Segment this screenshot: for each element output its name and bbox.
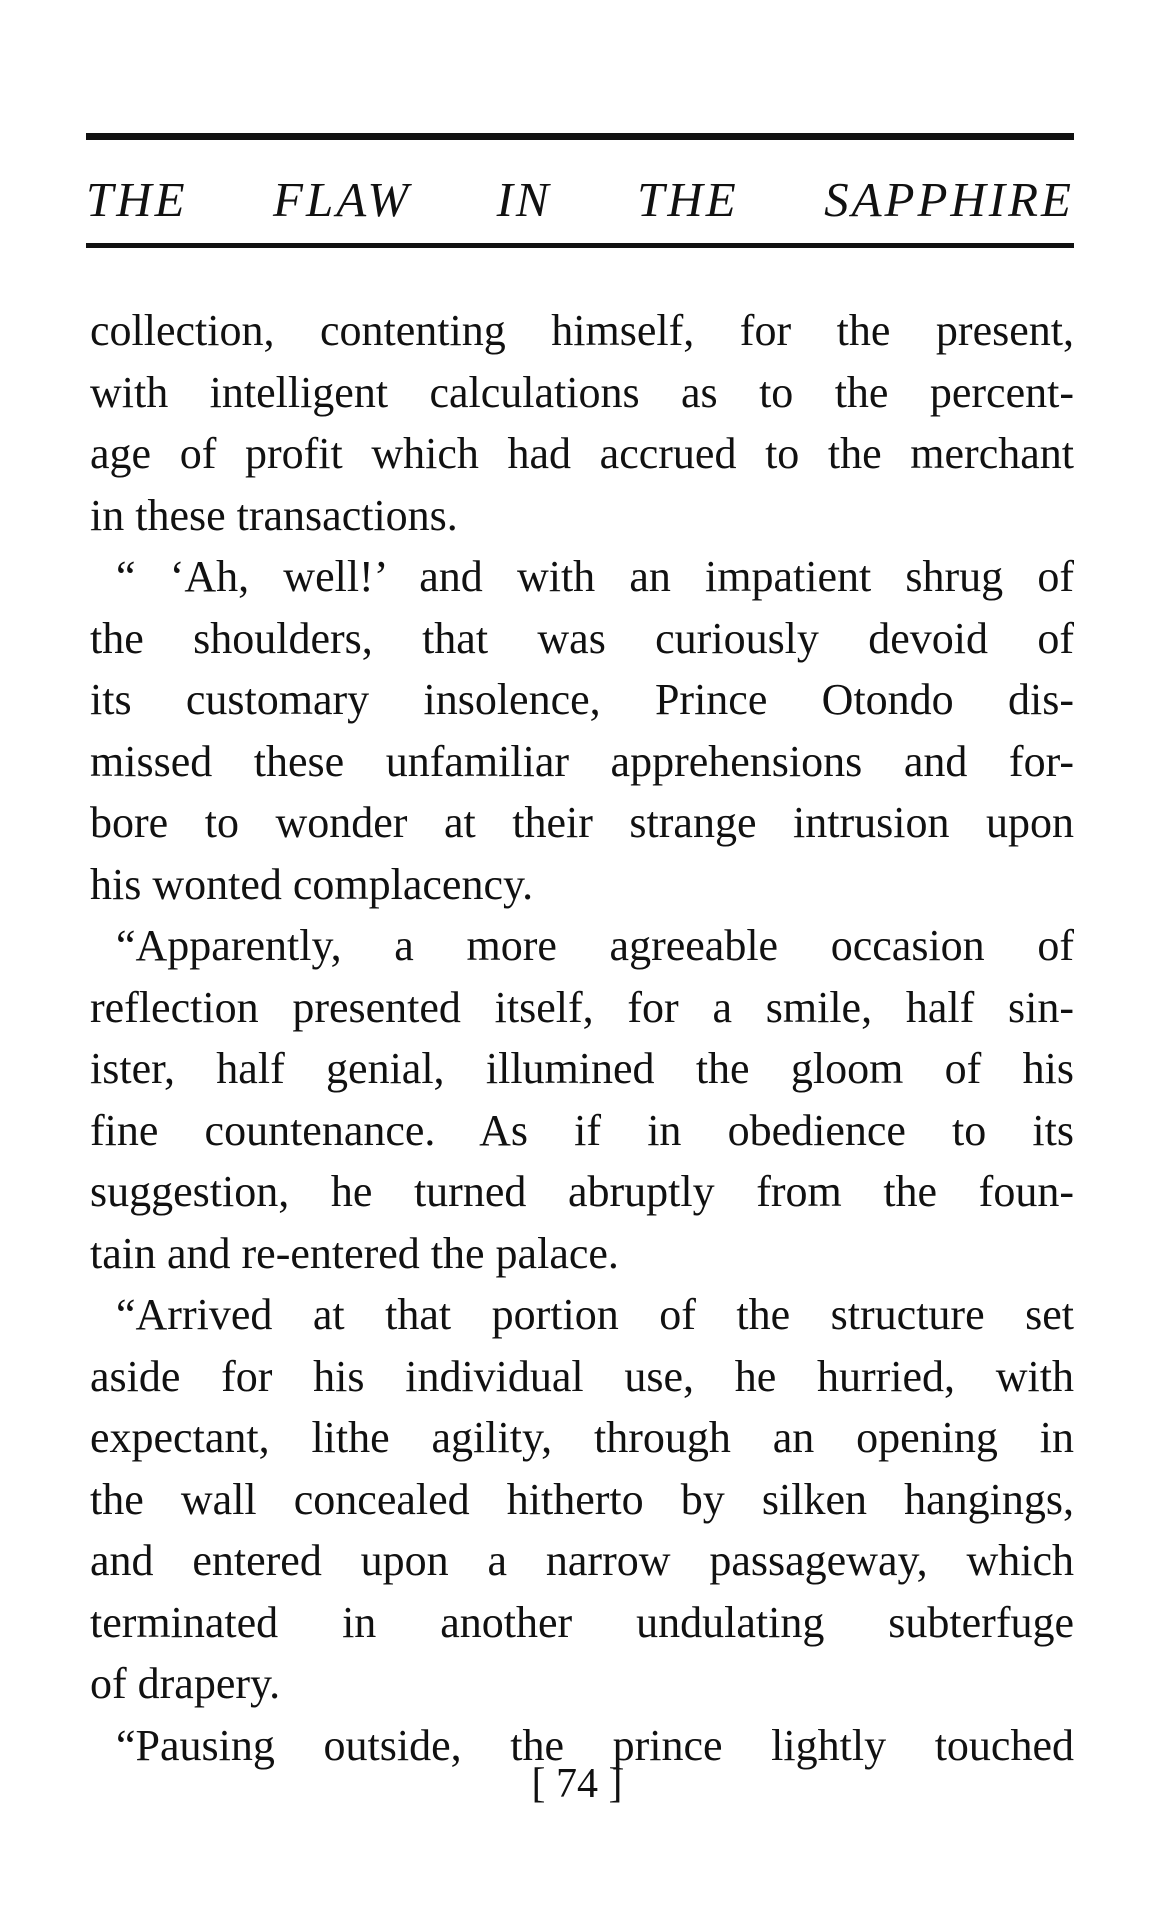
text-line: tain and re-entered the palace. xyxy=(90,1228,619,1278)
header-rule-top xyxy=(86,133,1074,140)
text-line: age of profit which had accrued to the merchant xyxy=(90,429,1074,478)
text-line: with intelligent calculations as to the percent- xyxy=(90,367,1074,417)
text-line: of drapery. xyxy=(90,1659,281,1708)
text-line: suggestion, he turned abruptly from the foun- xyxy=(90,1167,1074,1216)
text-line: expectant, lithe agility, through an opening in xyxy=(90,1413,1074,1462)
body-text xyxy=(90,300,1074,1776)
text-line: collection, contenting himself, for the present, xyxy=(90,306,1074,355)
text-line: “ ‘Ah, well!’ and with an impatient shrug of xyxy=(116,552,1074,601)
text-line: aside for his individual use, he hurried, with xyxy=(90,1351,1074,1401)
running-head-word: THE xyxy=(637,172,739,227)
text-line: fine countenance. As if in obedience to its xyxy=(90,1105,1074,1155)
text-line: reflection presented itself, for a smile, half sin- xyxy=(90,982,1074,1032)
header-rule-bottom xyxy=(86,243,1074,248)
running-head xyxy=(86,170,1074,230)
text-line: and entered upon a narrow passageway, which xyxy=(90,1536,1074,1585)
text-line: his wonted complacency. xyxy=(90,859,534,909)
text-line: the wall concealed hitherto by silken hangings, xyxy=(90,1474,1074,1524)
text-line: bore to wonder at their strange intrusion upon xyxy=(90,798,1074,847)
text-line: terminated in another undulating subterfuge xyxy=(90,1597,1074,1647)
text-line: the shoulders, that was curiously devoid of xyxy=(90,613,1074,663)
running-head-word: IN xyxy=(496,172,552,227)
page-number: [ 74 ] xyxy=(531,1761,623,1807)
text-line: its customary insolence, Prince Otondo dis- xyxy=(90,675,1074,724)
text-line: ister, half genial, illumined the gloom of his xyxy=(90,1044,1074,1093)
running-head-word: THE xyxy=(86,172,188,227)
text-line: in these transactions. xyxy=(90,490,458,540)
text-line: missed these unfamiliar apprehensions and for- xyxy=(90,736,1074,786)
running-head-word: SAPPHIRE xyxy=(824,172,1074,227)
text-line: “Pausing outside, the prince lightly touched xyxy=(116,1720,1074,1770)
running-head-word: FLAW xyxy=(273,172,412,227)
text-line: “Apparently, a more agreeable occasion of xyxy=(116,921,1074,970)
text-line: “Arrived at that portion of the structure set xyxy=(116,1290,1074,1339)
